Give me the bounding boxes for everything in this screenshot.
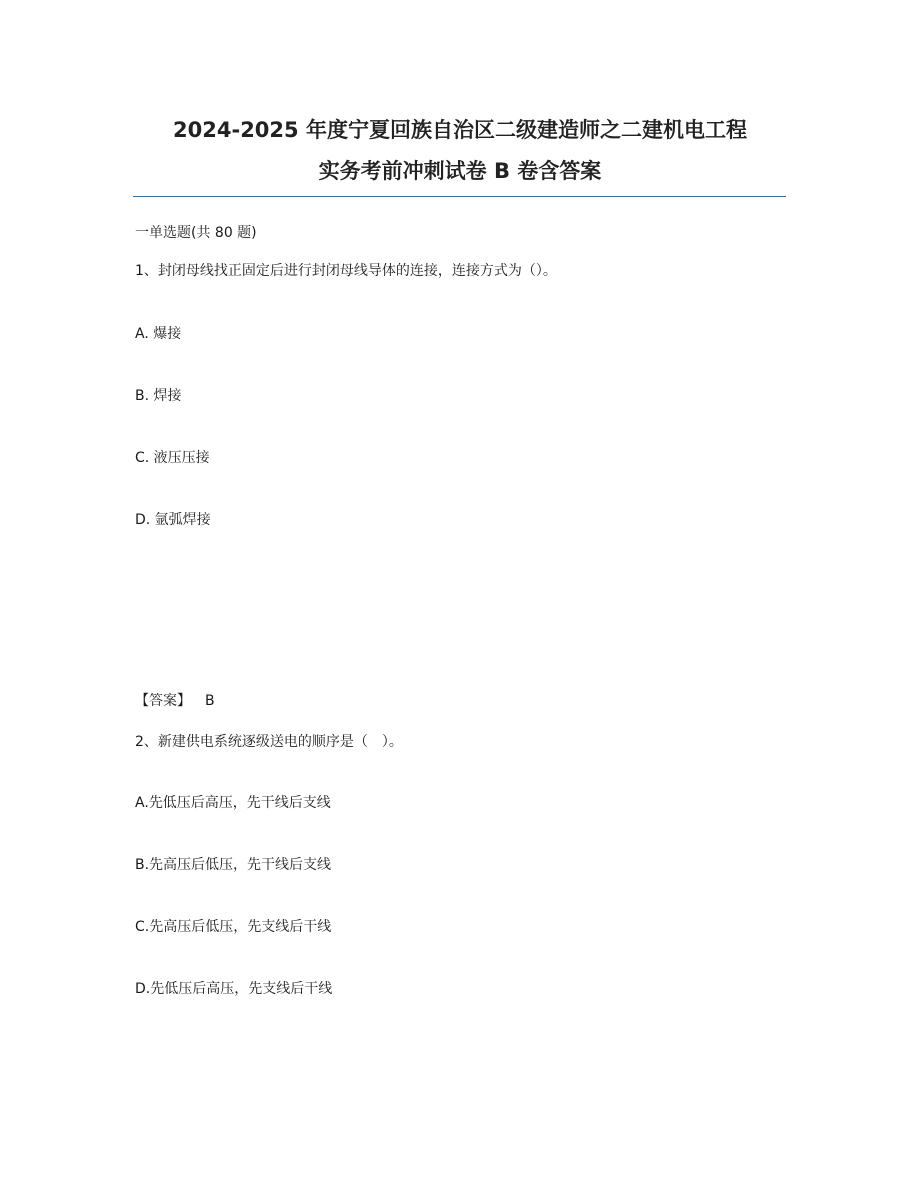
question-2-option-d: D.先低压后高压，先支线后干线 [135,981,333,997]
title-divider [133,196,786,197]
question-1-stem: 1、封闭母线找正固定后进行封闭母线导体的连接，连接方式为（）。 [135,263,557,279]
question-1-option-c: C. 液压压接 [135,450,210,466]
question-1-option-d: D. 氩弧焊接 [135,512,211,528]
question-1-option-b: B. 焊接 [135,388,182,404]
answer-value: B [205,693,215,709]
question-2-option-b: B.先高压后低压，先干线后支线 [135,857,332,873]
answer-label: 【答案】 [135,693,191,709]
document-title-line-2: 实务考前冲刺试卷 B 卷含答案 [318,159,602,183]
question-1-answer [135,694,215,708]
section-heading: 一单选题(共 80 题) [135,225,257,241]
question-2-option-c: C.先高压后低压，先支线后干线 [135,919,332,935]
question-2-option-a: A.先低压后高压，先干线后支线 [135,795,331,811]
question-1-option-a: A. 爆接 [135,326,182,342]
question-2-stem: 2、新建供电系统逐级送电的顺序是（ ）。 [135,734,403,750]
document-title-line-1: 2024-2025 年度宁夏回族自治区二级建造师之二建机电工程 [173,118,747,142]
